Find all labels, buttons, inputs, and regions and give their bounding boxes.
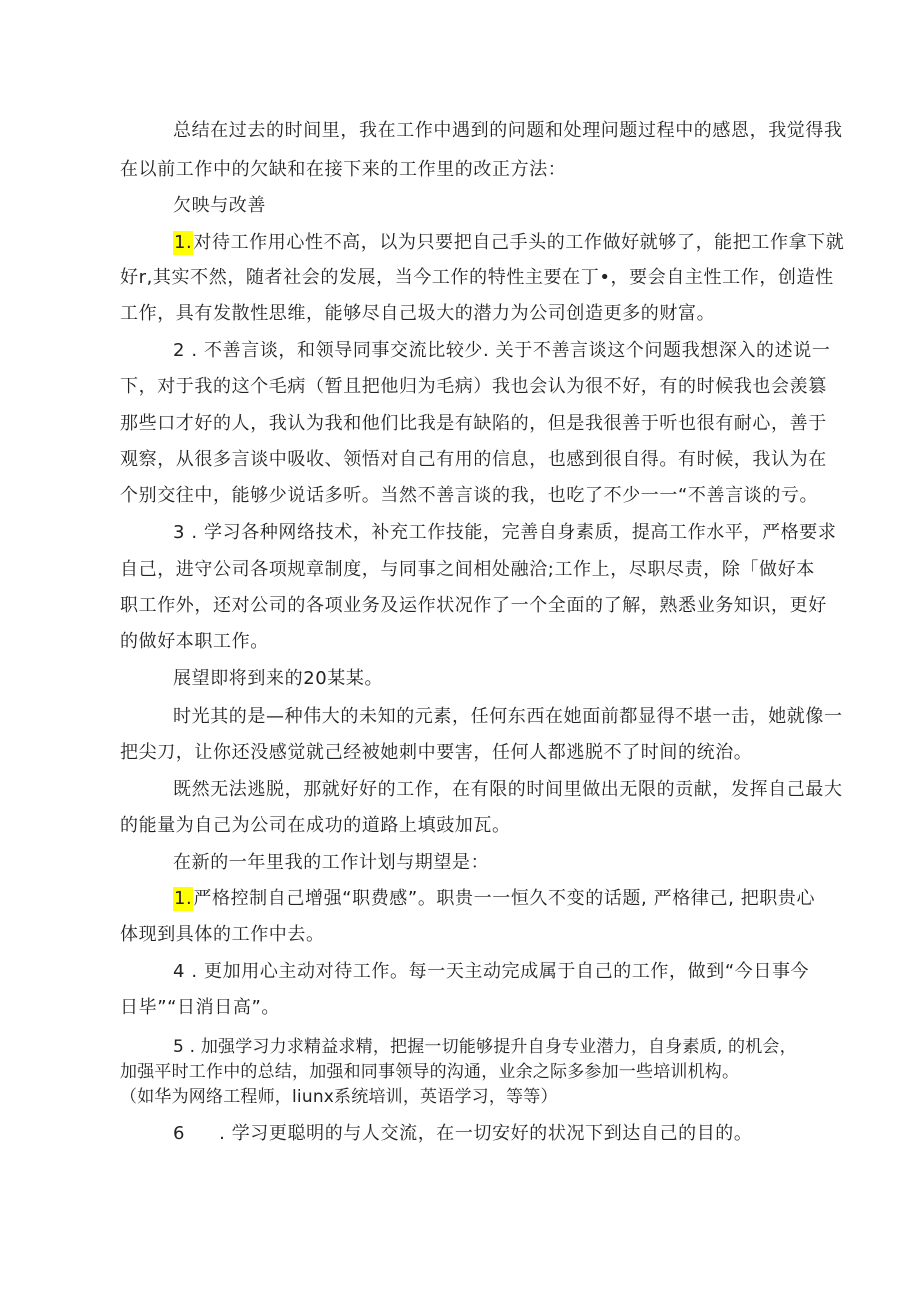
- escape-para-line-1: 既然无法逃脱，那就好好的工作，在有限的时间里做出无限的贡献，发挥自己最大: [173, 779, 843, 800]
- plan1-number: 1.: [174, 888, 193, 909]
- intro-line-2: 在以前工作中的欠缺和在接下来的工作里的改正方法：: [120, 159, 567, 180]
- time-para-line-1: 时光其的是—种伟大的未知的元素，任何东西在她面前都显得不堪一击，她就像一: [173, 706, 843, 727]
- plan6-line: [173, 1122, 753, 1146]
- intro-line-1: 总结在过去的时间里，我在工作中遇到的问题和处理问题过程中的感恩，我觉得我: [173, 120, 843, 141]
- plan1-line-2: 体现到具体的工作中去。: [120, 924, 325, 945]
- outlook-line: 展望即将到来的20某某。: [173, 668, 384, 689]
- item1-line-2: 好r,其实不然，随者社会的发展，当今工作的特性主要在丁•，要会自主性工作，创造性: [120, 267, 834, 288]
- item1-number: 1.: [174, 232, 193, 253]
- item2-line-3: 那些口才好的人，我认为我和他们比我是有缺陷的，但是我很善于听也很有耐心，善于: [120, 413, 827, 434]
- plan4-line-2: 日毕”“日消日高”。: [120, 997, 280, 1018]
- plan1-text-1: 严格控制自己增强“职费感”。职贵一一恒久不变的话题, 严格律己, 把职贵心: [193, 888, 816, 909]
- section-title-shortcomings: 欠映与改善: [173, 195, 266, 216]
- plan6-number: 6: [173, 1123, 186, 1144]
- plan6-text: . 学习更聪明的与人交流，在一切安好的状况下到达自己的目的。: [219, 1123, 753, 1144]
- item2-line-1: 2 . 不善言谈，和领导同事交流比较少. 关于不善言谈这个问题我想深入的述说一: [173, 340, 831, 361]
- plan4-line-1: 4 . 更加用心主动对待工作。每一天主动完成属于自己的工作，做到“今日事今: [173, 961, 810, 982]
- item2-line-2: 下，对于我的这个毛病（暂且把他归为毛病）我也会认为很不好，有的时候我也会羡篡: [120, 376, 827, 397]
- item1-line-1: [173, 231, 844, 255]
- item3-line-3: 职工作外，还对公司的各项业务及运作状况作了一个全面的了解，熟悉业务知识，更好: [120, 595, 827, 616]
- item3-line-1: 3 . 学习各种网络技术，补充工作技能，完善自身素质，提高工作水平，严格要求: [173, 522, 837, 543]
- escape-para-line-2: 的能量为自己为公司在成功的道路上填豉加瓦。: [120, 815, 511, 836]
- item1-text-1: 对待工作用心性不高，以为只要把自己手头的工作做好就够了，能把工作拿下就: [193, 232, 845, 253]
- item3-line-4: 的做好本职工作。: [120, 631, 269, 652]
- plan5-line-3: （如华为网络工程师，liunx系统培训，英语学习，等等）: [120, 1087, 558, 1107]
- plan-title: 在新的一年里我的工作计划与期望是：: [173, 852, 490, 873]
- plan1-line-1: [173, 887, 815, 911]
- time-para-line-2: 把尖刀，让你还没感觉就己经被她刺中要害，任何人都逃脱不了时间的统治。: [120, 742, 753, 763]
- item2-line-4: 观察，从很多言谈中吸收、领悟对自己有用的信息，也感到很自得。有时候，我认为在: [120, 449, 827, 470]
- item2-line-5: 个别交往中，能够少说话多听。当然不善言谈的我，也吃了不少一一“不善言谈的亏。: [120, 485, 819, 506]
- item3-line-2: 自己，进守公司各项规章制度，与同事之间相处融洽;工作上，尽职尽责，除「做好本: [120, 559, 815, 580]
- item1-line-3: 工作，具有发散性思维，能够尽自己圾大的潜力为公司创造更多的财富。: [120, 303, 716, 324]
- plan5-line-1: 5 . 加强学习力求精益求精，把握一切能够提升自身专业潜力，自身素质, 的机会，: [173, 1037, 797, 1057]
- plan5-line-2: 加强平时工作中的总结，加强和同事领导的沟通，业余之际多参加一些培训机构。: [120, 1062, 740, 1082]
